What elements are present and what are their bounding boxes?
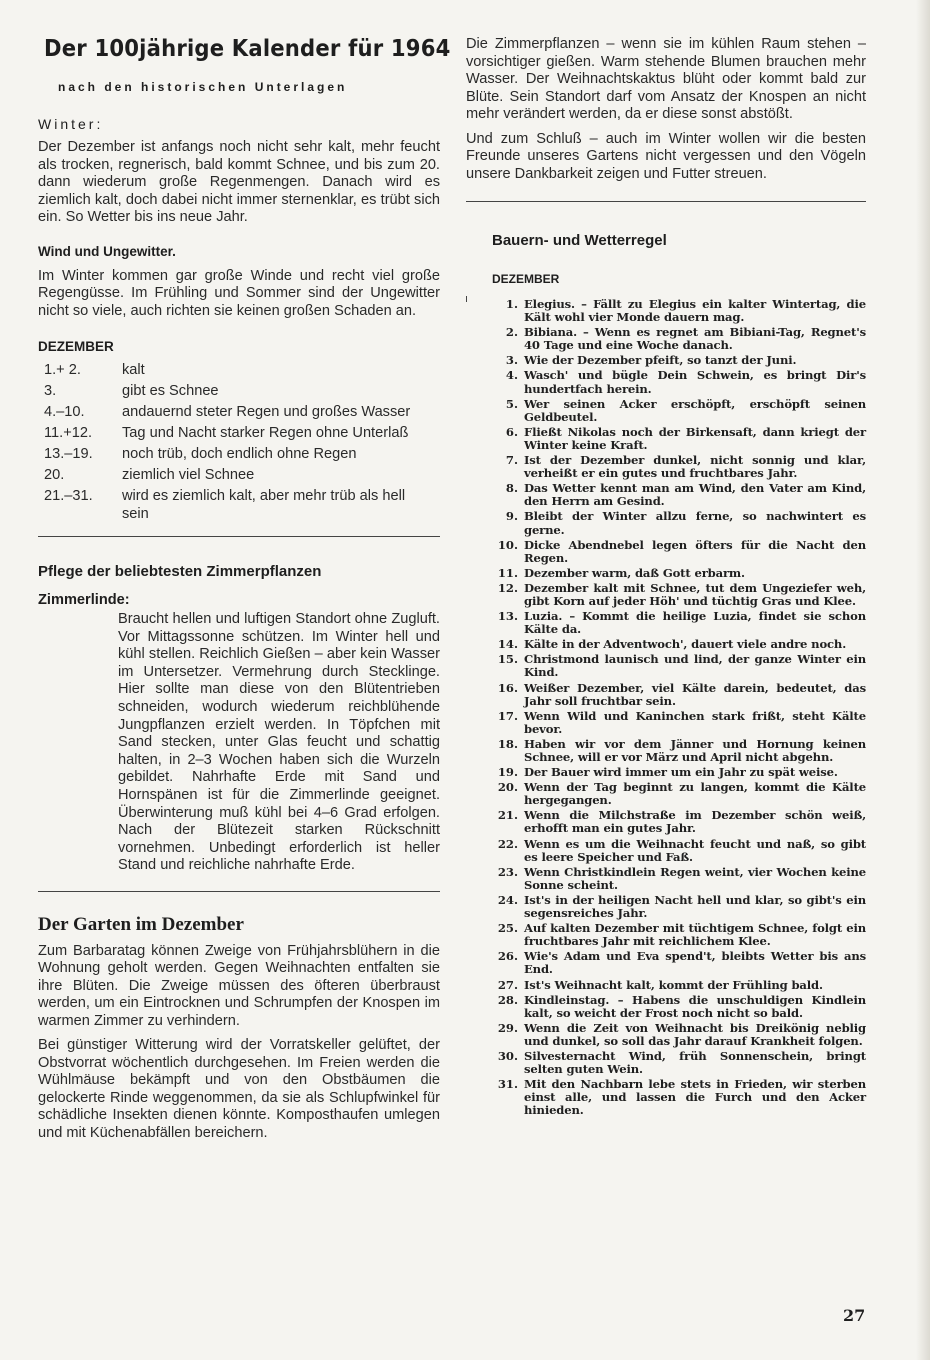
rule-text: Der Bauer wird immer um ein Jahr zu spät weise. [524,765,838,780]
rule-text: Mit den Nachbarn lebe stets in Frieden, wir sterben einst alle, und lassen die Furch und den Acker hinieden. [524,1077,866,1118]
calendar-row [38,445,432,466]
list-item [466,354,866,367]
list-item [466,1078,866,1117]
rule-text: Elegius. – Fällt zu Elegius ein kalter Wintertag, die Kält wohl vier Monde dauern mag. [524,297,866,325]
calendar-weather: noch trüb, doch endlich ohne Regen [122,446,357,462]
weather-rules-heading: Bauern- und Wetterregel [492,232,667,249]
calendar-weather: Tag und Nacht starker Regen ohne Unterlaß [122,425,409,441]
rule-number: 24. [497,892,518,907]
page-number: 27 [843,1306,866,1325]
calendar-days: 4.–10. [44,404,85,420]
calendar-row [38,382,432,403]
winter-heading: Winter: [38,116,104,132]
rule-number: 29. [497,1020,518,1035]
rule-text: Wie's Adam und Eva spend't, bleibts Wetter bis ans End. [524,949,866,977]
rule-number: 12. [497,580,518,595]
rule-number: 17. [497,708,518,723]
calendar-days: 21.–31. [44,488,93,504]
rule-text: Wasch' und bügle Dein Schwein, es bringt Dir's hundertfach herein. [524,368,866,396]
column-divider-tick [466,296,467,302]
rule-number: 1. [505,297,518,311]
garden-heading: Der Garten im Dezember [38,913,244,935]
garden-paragraph-4: Und zum Schluß – auch im Winter wollen wir die besten Freunde unseres Gartens nicht vergessen und den Vögeln unsere Dankbarkeit zeigen und Futter streuen. [466,130,866,182]
rule-number: 9. [505,509,518,524]
calendar-weather: kalt [122,362,145,378]
list-item [466,766,866,779]
calendar-days: 20. [44,467,65,483]
rule-text: Kindleinstag. – Habens die unschuldigen Kindlein kalt, so weicht der Frost noch nicht so bald. [524,992,866,1020]
list-item [466,653,866,679]
calendar-weather: andauernd steter Regen und großes Wasser [122,404,411,420]
list-item [466,582,866,608]
rule-text: Bleibt der Winter allzu ferne, so nachwintert es gerne. [524,509,866,537]
rule-number: 27. [497,977,518,992]
left-column [38,36,451,1142]
right-column [466,36,866,1119]
rule-number: 3. [505,353,518,368]
rule-text: Dezember kalt mit Schnee, tut dem Ungeziefer weh, gibt Korn auf jeder Höh' und tüchtig Gras und Klee. [524,580,866,608]
calendar-row [38,361,432,382]
calendar-row [38,424,432,445]
calendar-row [38,466,432,487]
rule-number: 4. [505,368,518,383]
plants-text: Braucht hellen und luftigen Standort ohne Zugluft. Vor Mittagssonne schützen. Im Winter hell und kühl stellen. Reichlich Gießen – aber kein Wasser im Untersetzer. Vermehrung durch Stecklinge. Hier sollte man diese von den Blütentrieben schneiden, wodurch wiederum reichblühende Jungpflanzen erzielt werden. In Töpfchen mit Sand stecken, unter Glas feucht und schattig halten, in 2–3 Wochen haben sich die Wurzeln gebildet. Nahrhafte Erde mit Sand und Hornspänen ist für die Zimmerlinde geeignet. Überwinterung muß kühl bei 4–6 Grad erfolgen. Nach der Blütezeit starken Rückschnitt vornehmen. Unbedingt erforderlich ist heller Stand und reichliche nahrhafte Erde. [118,611,440,874]
list-item [466,482,866,508]
rule-number: 22. [497,836,518,851]
rule-text: Bibiana. – Wenn es regnet am Bibiani-Tag, Regnet's 40 Tage und eine Woche danach. [524,325,866,353]
calendar-weather: gibt es Schnee [122,383,219,399]
list-item [466,567,866,580]
rule-text: Fließt Nikolas noch der Birkensaft, dann kriegt der Winter keine Kraft. [524,424,866,452]
wind-text: Im Winter kommen gar große Winde und recht viel große Regengüsse. Im Frühling und Sommer sind der Ungewitter nicht so viele, auch richten sie keinen großen Schaden an. [38,267,440,319]
rule-text: Ist's in der heiligen Nacht hell und klar, so gibt's ein segensreiches Jahr. [524,892,866,921]
rule-text: Wenn es um die Weihnacht feucht und naß, so gibt es leere Speicher und Faß. [524,836,866,864]
calendar-days: 11.+12. [44,425,93,441]
list-item [466,1022,866,1048]
list-item [466,866,866,892]
rule-number: 10. [497,537,518,552]
rule-text: Haben wir vor dem Jänner und Hornung keinen Schnee, will er vor März und April nicht abgehn. [524,736,866,764]
rule-number: 14. [497,637,518,652]
calendar-days: 13.–19. [44,446,93,462]
list-item [466,809,866,835]
weather-month-heading: DEZEMBER [492,272,560,286]
list-item [466,426,866,452]
rule-text: Weißer Dezember, viel Kälte darein, bedeutet, das Jahr soll fruchtbar sein. [524,680,866,708]
rule-number: 30. [497,1048,518,1063]
rule-text: Wenn Wild und Kaninchen stark frißt, steht Kälte bevor. [524,708,866,736]
page-title: Der 100jährige Kalender für 1964 [44,36,451,62]
plants-heading: Pflege der beliebtesten Zimmerpflanzen [38,563,322,580]
rule-number: 23. [497,864,518,879]
list-item [466,510,866,536]
rule-number: 16. [497,680,518,695]
garden-paragraph-3: Die Zimmerpflanzen – wenn sie im kühlen Raum stehen – vorsichtiger gießen. Warm stehende Blumen brauchen mehr Wasser. Der Weihnachtskaktus blüht oder kommt bald zur Blüte. Sein Standort darf vom Ansatz der Knospen an nicht mehr verändert werden, da er diese sonst abstößt. [466,36,866,122]
calendar-row [38,403,432,424]
page-subtitle: nach den historischen Unterlagen [58,80,348,94]
rule-text: Das Wetter kennt man am Wind, den Vater am Kind, den Herrn am Gesind. [524,481,866,509]
list-item [466,894,866,920]
rule-number: 6. [505,424,518,439]
rule-number: 31. [497,1077,518,1092]
calendar-weather: ziemlich viel Schnee [122,467,255,483]
rule-text: Christmond launisch und lind, der ganze Winter ein Kind. [524,652,866,680]
rule-number: 7. [505,453,518,468]
weather-rules-list [466,298,866,1117]
list-item [466,398,866,424]
rule-number: 19. [497,765,518,780]
rule-text: Auf kalten Dezember mit tüchtigem Schnee, folgt ein fruchtbares Jahr mit reichlichem Klee. [524,921,866,949]
calendar-table [38,361,432,526]
rule-number: 11. [497,565,518,580]
plants-subheading: Zimmerlinde: [38,592,130,608]
garden-paragraph-2: Bei günstiger Witterung wird der Vorratskeller gelüftet, der Obstvorrat wöchentlich durchgesehen. Im Freien werden die Wühlmäuse bekämpft und von den Obstbäumen die gelockerte Rinde weggenommen, da sie als Schlupfwinkel für schädliche Insekten dienen könnte. Komposthaufen umlegen und mit Küchenabfällen bereichern. [38,1037,440,1141]
rule-number: 2. [505,325,518,340]
rule-text: Silvesternacht Wind, früh Sonnenschein, bringt selten guten Wein. [524,1048,866,1077]
rule-text: Wer seinen Acker erschöpft, erschöpft seinen Geldbeutel. [524,396,866,424]
rule-text: Dezember warm, daß Gott erbarm. [524,565,745,580]
list-item [466,682,866,708]
list-item [466,610,866,636]
rule-text: Luzia. – Kommt die heilige Luzia, findet sie schon Kälte da. [524,609,866,637]
rule-number: 15. [497,652,518,667]
rule-number: 21. [497,808,518,823]
list-item [466,838,866,864]
list-item [466,1050,866,1076]
list-item [466,638,866,651]
rule-number: 8. [505,481,518,496]
rule-number: 5. [505,396,518,411]
rule-text: Wie der Dezember pfeift, so tanzt der Juni. [524,353,797,368]
list-item [466,326,866,352]
winter-text: Der Dezember ist anfangs noch nicht sehr kalt, mehr feucht als trocken, regnerisch, bald kommt Schnee, und bis zum 20. dann wiederum große Regenmengen. Danach wird es ziemlich kalt, doch dabei nicht immer sternenklar, es trübt sich ein. So Wetter bis ins neue Jahr. [38,139,440,225]
page-edge-shadow [916,0,930,1360]
rule-text: Wenn der Tag beginnt zu langen, kommt die Kälte hergegangen. [524,780,866,808]
rule-text: Kälte in der Adventwoch', dauert viele andre noch. [524,637,847,652]
rule-text: Wenn Christkindlein Regen weint, vier Wochen keine Sonne scheint. [524,864,866,892]
calendar-days: 1.+ 2. [44,362,81,378]
rule-text: Ist's Weihnacht kalt, kommt der Frühling bald. [524,977,823,992]
rule-text: Wenn die Milchstraße im Dezember schön weiß, erhofft man ein gutes Jahr. [524,808,866,836]
list-item [466,979,866,992]
rule-number: 20. [497,780,518,795]
rule-number: 25. [497,921,518,936]
list-item [466,454,866,480]
wind-heading: Wind und Ungewitter. [38,243,176,259]
list-item [466,922,866,948]
calendar-month-heading: DEZEMBER [38,339,114,354]
rule-number: 18. [497,736,518,751]
rule-text: Ist der Dezember dunkel, nicht sonnig und klar, verheißt er ein gutes und fruchtbares Jahr. [524,453,866,481]
calendar-weather: wird es ziemlich kalt, aber mehr trüb als hell sein [122,488,406,522]
garden-paragraph-1: Zum Barbaratag können Zweige von Frühjahrsblühern in die Wohnung geholt werden. Gegen Weihnachten entfalten sie ihre Blüten. Die Zweige müssen des öfteren überbraust werden, um ein Eintrocknen und Schrumpfen der Knospen im warmen Zimmer zu verhindern. [38,942,440,1029]
list-item [466,369,866,395]
rule-number: 28. [497,992,518,1007]
calendar-row [38,487,432,526]
list-item [466,710,866,736]
list-item [466,298,866,324]
list-item [466,781,866,807]
rule-number: 13. [497,609,518,624]
calendar-days: 3. [44,383,57,399]
rule-number: 26. [497,949,518,964]
rule-text: Wenn die Zeit von Weihnacht bis Dreikönig neblig und dunkel, so soll das Jahr darauf Krankheit folgen. [524,1020,866,1048]
list-item [466,539,866,565]
list-item [466,994,866,1020]
rule-text: Dicke Abendnebel legen öfters für die Nacht den Regen. [524,537,866,565]
list-item [466,738,866,764]
list-item [466,950,866,976]
